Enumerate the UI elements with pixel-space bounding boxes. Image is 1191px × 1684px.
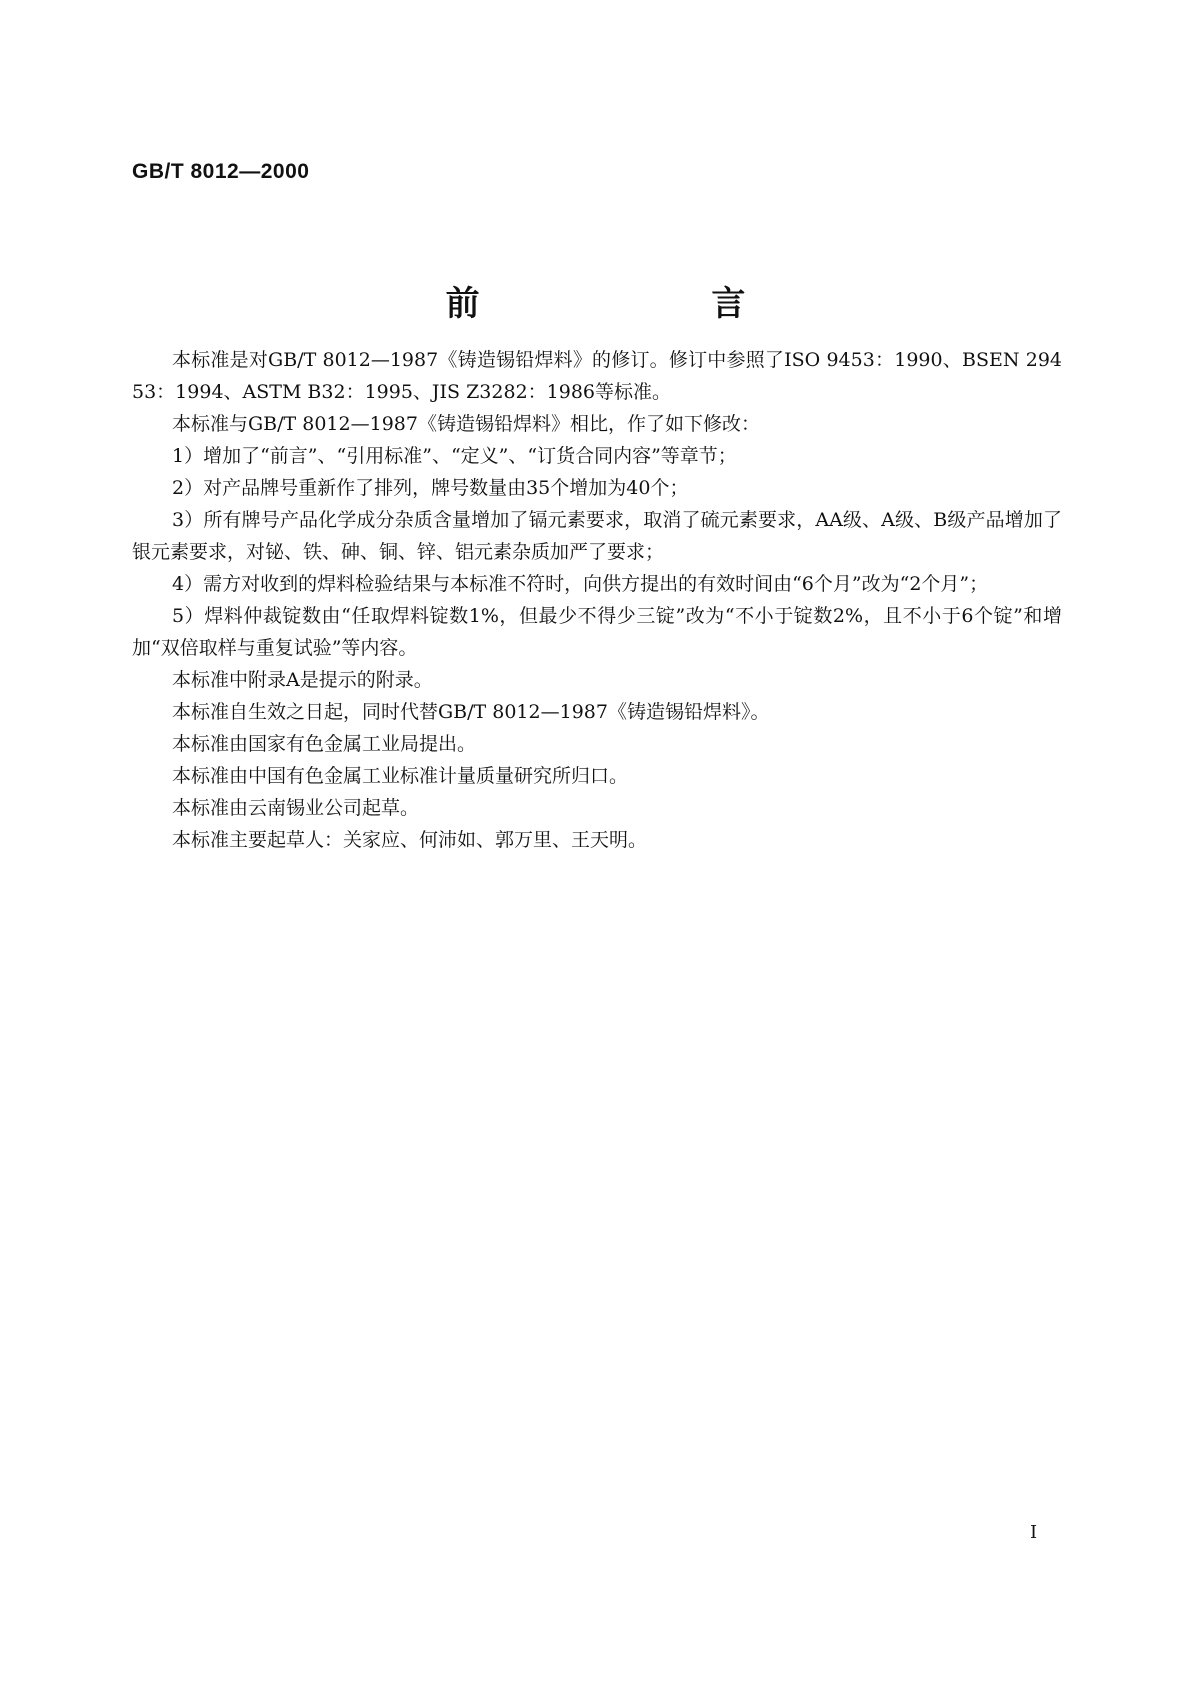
paragraph: 5）焊料仲裁锭数由“任取焊料锭数1%，但最少不得少三锭”改为“不小于锭数2%，且不小于6个锭”和增加“双倍取样与重复试验”等内容。 — [132, 605, 1062, 659]
page-number: I — [1030, 1522, 1038, 1543]
paragraph: 4）需方对收到的焊料检验结果与本标准不符时，向供方提出的有效时间由“6个月”改为“2个月”； — [172, 573, 989, 595]
paragraph: 本标准中附录A是提示的附录。 — [172, 669, 433, 691]
paragraph: 本标准由国家有色金属工业局提出。 — [172, 733, 477, 755]
paragraph: 本标准主要起草人：关家应、何沛如、郭万里、王天明。 — [172, 829, 648, 851]
paragraph: 本标准由云南锡业公司起草。 — [172, 797, 420, 819]
foreword-body — [132, 344, 1062, 856]
page-title: 前 言 — [445, 284, 856, 324]
paragraph: 本标准自生效之日起，同时代替GB/T 8012—1987《铸造锡铅焊料》。 — [172, 701, 770, 723]
standard-code: GB/T 8012—2000 — [132, 160, 310, 183]
paragraph: 2）对产品牌号重新作了排列，牌号数量由35个增加为40个； — [172, 477, 689, 499]
paragraph: 1）增加了“前言”、“引用标准”、“定义”、“订货合同内容”等章节； — [172, 445, 737, 467]
paragraph: 本标准与GB/T 8012—1987《铸造锡铅焊料》相比，作了如下修改： — [172, 413, 760, 435]
paragraph: 本标准是对GB/T 8012—1987《铸造锡铅焊料》的修订。修订中参照了ISO 9453：1990、BSEN 29453：1994、ASTM B32：1995、JIS Z3282：1986等标准。 — [132, 349, 1062, 403]
paragraph: 本标准由中国有色金属工业标准计量质量研究所归口。 — [172, 765, 629, 787]
paragraph: 3）所有牌号产品化学成分杂质含量增加了镉元素要求，取消了硫元素要求，AA级、A级、B级产品增加了银元素要求，对铋、铁、砷、铜、锌、铝元素杂质加严了要求； — [132, 509, 1062, 563]
